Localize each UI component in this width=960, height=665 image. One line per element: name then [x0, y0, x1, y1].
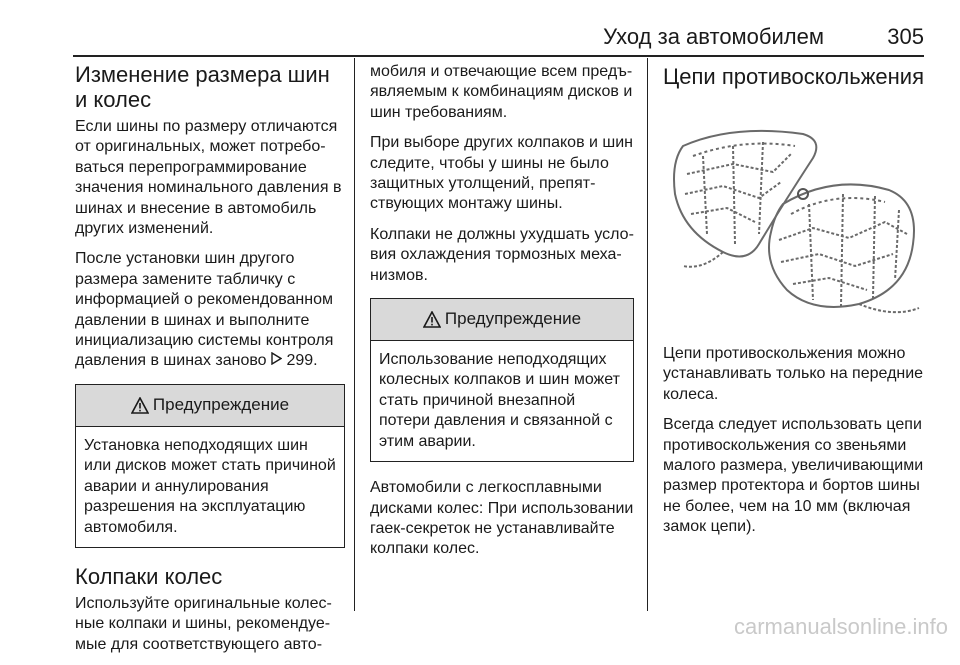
column-divider [354, 58, 355, 611]
column-middle [370, 62, 634, 570]
page-header [0, 0, 960, 54]
watermark: carmanualsonline.info [733, 614, 948, 639]
paragraph: Используйте оригинальные колесные колпаки и шины, рекомендуемые для соответствующего авто- [75, 594, 332, 653]
paragraph: Всегда следует использовать цепи противоскольжения со звеньями малого размера, увеличивающими размер протектора и бортов шины не более, чем на 10 мм (включая замок цепи). [663, 416, 924, 536]
warning-triangle-icon [423, 311, 441, 328]
page-reference-icon [271, 352, 282, 369]
paragraph: Колпаки не должны ухудшать условия охлаждения тормозных механизмов. [370, 225, 634, 284]
warning-box [370, 298, 634, 462]
page-number: 305 [887, 24, 924, 49]
page-reference[interactable]: 299. [286, 352, 318, 370]
warning-body: Использование неподходящих колесных колпаков и шин может стать причиной внезапной потери давления и связанной с этим аварии. [379, 351, 620, 450]
warning-box [75, 384, 345, 548]
chapter-title: Уход за автомобилем [603, 24, 824, 49]
paragraph: Цепи противоскольжения можно устанавливать только на передние колеса. [663, 345, 924, 403]
warning-body: Установка неподходящих шин или дисков может стать причиной аварии и аннулирования разрешения на эксплуатацию автомобиля. [84, 436, 336, 536]
paragraph: При выборе других колпаков и шин следите, чтобы у шины не было защитных утолщений, препятствующих монтажу шины. [370, 134, 633, 213]
column-right [663, 62, 929, 548]
paragraph: мобиля и отвечающие всем предъявляемым к комбинациям дисков и шин требованиям. [370, 63, 633, 121]
paragraph [75, 249, 345, 371]
warning-header [371, 299, 633, 341]
warning-heading: Предупреждение [444, 309, 582, 329]
snow-chains-illustration [663, 94, 927, 326]
section-title-tire-size: Изменение размера шин и колес [75, 62, 330, 112]
paragraph: Если шины по размеру отличаются от оригинальных, может потребоваться перепрограммирование значения номинального давления в шинах и внесение в автомобиль других изменений. [75, 118, 342, 238]
warning-heading: Предупреждение [152, 395, 290, 415]
paragraph-text: После установки шин другого размера замените табличку с информацией о рекомендованном давлении в шинах и выполните инициализацию системы контроля давления в шинах заново [75, 250, 334, 370]
column-left [75, 62, 345, 665]
paragraph: Автомобили с легкосплавными дисками колес: При использовании гаек-секреток не устанавливайте колпаки колес. [370, 479, 634, 558]
header-rule [73, 55, 924, 57]
warning-triangle-icon [131, 397, 149, 414]
section-title-wheel-covers: Колпаки колес [75, 563, 223, 589]
column-divider [647, 58, 648, 611]
warning-header [76, 385, 344, 427]
section-title-snow-chains: Цепи противоскольжения [663, 64, 924, 89]
